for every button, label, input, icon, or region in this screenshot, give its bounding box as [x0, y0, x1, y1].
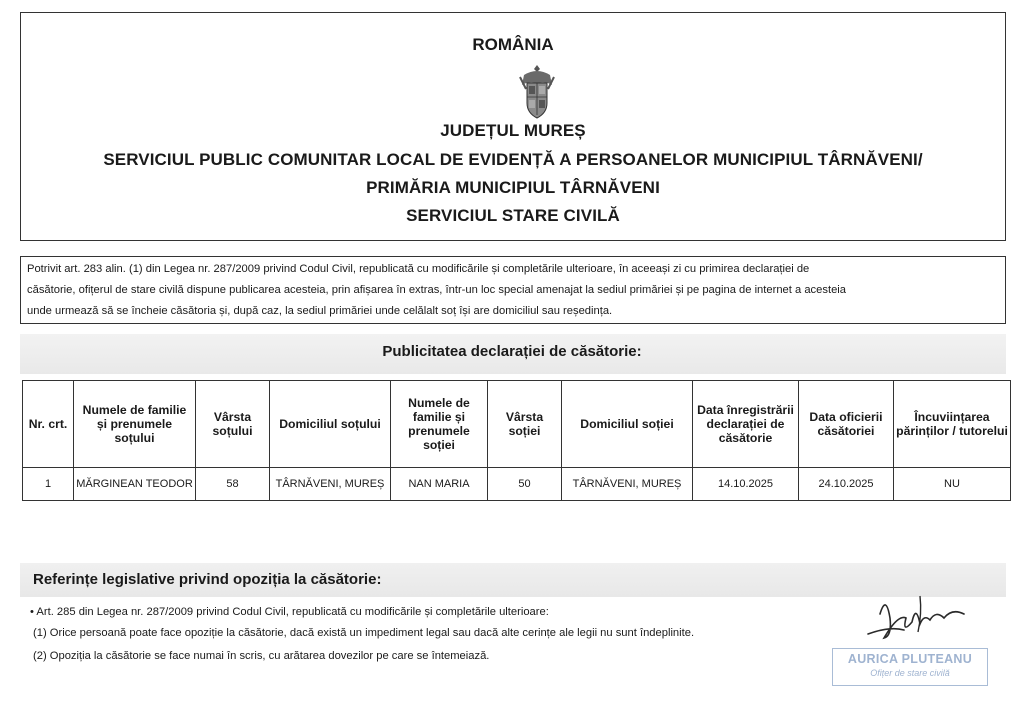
- table-cell: 14.10.2025: [693, 468, 799, 501]
- table-cell: 50: [488, 468, 562, 501]
- table-cell: TÂRNĂVENI, MUREȘ: [270, 468, 391, 501]
- column-header: Data înregistrării declarației de căsătorie: [693, 381, 799, 468]
- stamp-name: AURICA PLUTEANU: [847, 652, 973, 666]
- references-title: Referințe legislative privind opoziția la căsătorie:: [33, 571, 382, 588]
- table-cell: NAN MARIA: [391, 468, 488, 501]
- column-header: Domiciliul soțului: [270, 381, 391, 468]
- country-title: ROMÂNIA: [472, 35, 554, 54]
- references-bullet: • Art. 285 din Legea nr. 287/2009 privind Codul Civil, republicată cu modificările și completările ulterioare:: [30, 606, 549, 618]
- table-cell: NU: [894, 468, 1011, 501]
- service-title-line3: SERVICIUL STARE CIVILĂ: [406, 206, 620, 225]
- column-header: Încuviințarea părinților / tutorelui: [894, 381, 1011, 468]
- column-header: Domiciliul soției: [562, 381, 693, 468]
- table-cell: MĂRGINEAN TEODOR: [74, 468, 196, 501]
- official-stamp: [832, 648, 988, 686]
- references-item-1: (1) Orice persoană poate face opoziție la căsătorie, dacă există un impediment legal sau dacă alte cerințe ale legii nu sunt îndeplinite.: [33, 627, 695, 639]
- table-cell: 1: [23, 468, 74, 501]
- intro-line-2: căsătorie, ofițerul de stare civilă dispune publicarea acesteia, prin afișarea în extras, într-un loc special amenajat la sediul primăriei și pe pagina de internet a acesteia: [27, 284, 846, 296]
- column-header: Data oficierii căsătoriei: [799, 381, 894, 468]
- table-row: [23, 468, 1011, 501]
- coat-of-arms-icon: [516, 63, 558, 121]
- service-title-line1: SERVICIUL PUBLIC COMUNITAR LOCAL DE EVIDENȚĂ A PERSOANELOR MUNICIPIUL TÂRNĂVENI/: [103, 150, 923, 169]
- county-title: JUDEȚUL MUREȘ: [440, 121, 586, 140]
- intro-line-3: unde urmează să se încheie căsătoria și, după caz, la sediul primăriei unde celălalt soț își are domiciliul sau reședința.: [27, 305, 613, 317]
- column-header: Numele de familie și prenumele soțului: [74, 381, 196, 468]
- table-header-row: [23, 381, 1011, 468]
- signature-icon: [860, 584, 980, 648]
- legal-intro-box: [20, 256, 1006, 324]
- publication-title: Publicitatea declarației de căsătorie:: [382, 343, 642, 360]
- table-cell: 58: [196, 468, 270, 501]
- column-header: Vârsta soției: [488, 381, 562, 468]
- table-cell: 24.10.2025: [799, 468, 894, 501]
- intro-line-1: Potrivit art. 283 alin. (1) din Legea nr. 287/2009 privind Codul Civil, republicată cu modificările și completările ulterioare, în aceeași zi cu primirea declarației de: [27, 263, 810, 275]
- service-title-line2: PRIMĂRIA MUNICIPIUL TÂRNĂVENI: [366, 178, 660, 197]
- table-cell: TÂRNĂVENI, MUREȘ: [562, 468, 693, 501]
- column-header: Vârsta soțului: [196, 381, 270, 468]
- references-item-2: (2) Opoziția la căsătorie se face numai în scris, cu arătarea dovezilor pe care se întemeiază.: [33, 650, 490, 662]
- column-header: Numele de familie și prenumele soției: [391, 381, 488, 468]
- column-header: Nr. crt.: [23, 381, 74, 468]
- marriage-declaration-table: [22, 380, 1011, 501]
- header-box: [20, 12, 1006, 241]
- stamp-role: Ofițer de stare civilă: [870, 668, 950, 678]
